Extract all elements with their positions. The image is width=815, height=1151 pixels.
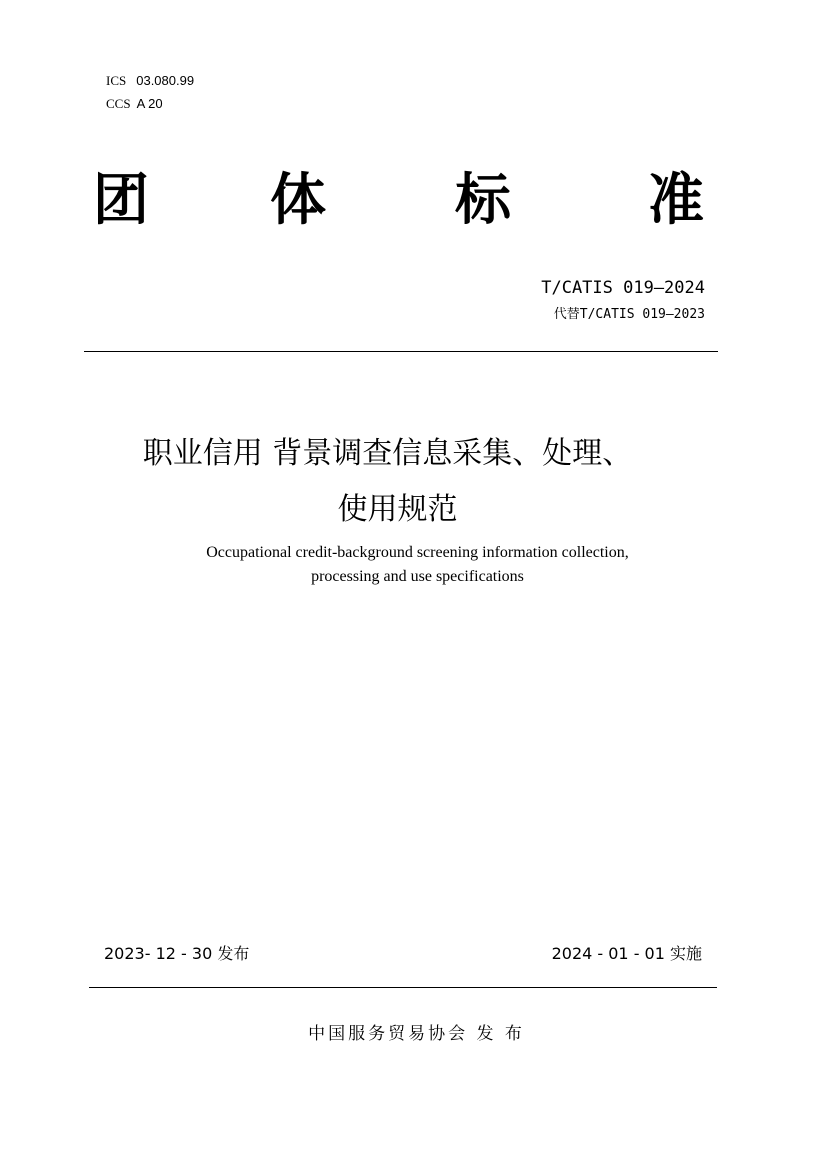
- title-zh-line2: 使用规范: [337, 492, 458, 527]
- ccs-classification: [106, 96, 163, 113]
- title-en-line1: Occupational credit-background screening information collection,: [206, 544, 629, 561]
- replaced-standard: 代替T/CATIS 019—2023: [553, 307, 705, 322]
- implementation-date: 2024 - 01 - 01 实施: [551, 944, 702, 963]
- bottom-divider: [89, 987, 717, 988]
- title-zh-line1: 职业信用 背景调查信息采集、处理、: [142, 436, 633, 471]
- title-en-line2: processing and use specifications: [311, 568, 524, 585]
- header-char-biao: 标: [455, 167, 511, 233]
- ccs-label: CCS: [106, 96, 131, 111]
- top-divider: [84, 351, 718, 352]
- publish-date: 2023- 12 - 30 发布: [104, 944, 250, 963]
- ics-code: 03.080.99: [136, 73, 195, 88]
- ccs-code: A 20: [136, 96, 163, 111]
- header-char-zhun: 准: [648, 167, 704, 233]
- ics-label: ICS: [106, 73, 127, 88]
- ics-classification: [106, 73, 194, 90]
- header-char-tuan: 团: [93, 167, 149, 233]
- publisher: 中国服务贸易协会 发 布: [308, 1024, 525, 1044]
- header-char-ti: 体: [270, 167, 326, 233]
- standard-number: T/CATIS 019—2024: [541, 278, 705, 298]
